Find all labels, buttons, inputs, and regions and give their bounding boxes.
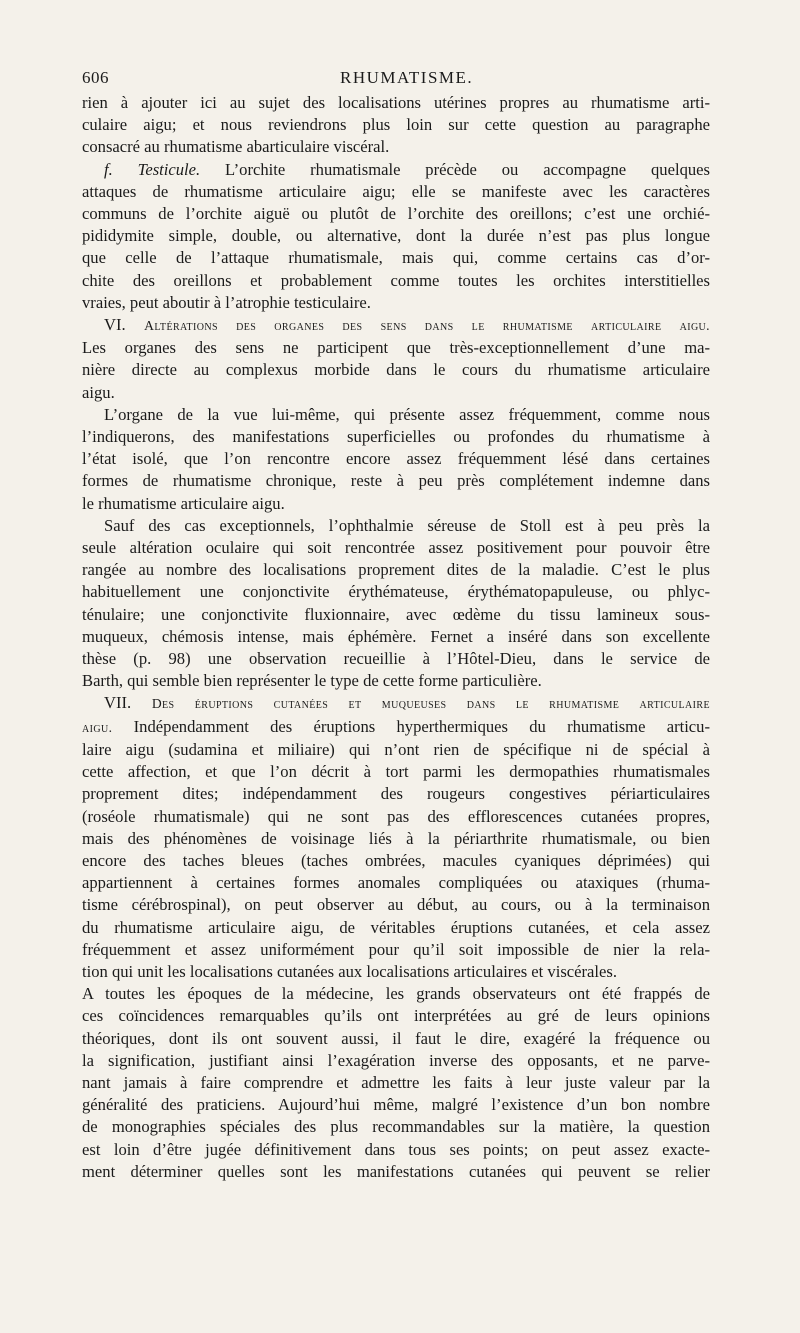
text-line: laire aigu (sudamina et miliaire) qui n’ont rien de spécifique ni de spécial à <box>82 739 710 759</box>
paragraph-ophthalmie <box>82 515 710 693</box>
text-line: fréquemment et assez uniformément pour qu’il soit impossible de nier la rela- <box>82 939 710 959</box>
text-line: ténulaire; une conjonctivite fluxionnaire, avec œdème du tissu lamineux sous- <box>82 604 710 624</box>
text-line: nière directe au complexus morbide dans le cours du rhumatisme articulaire <box>82 360 710 380</box>
text-line: Les organes des sens ne participent que très-exceptionnellement d’une ma- <box>82 338 710 358</box>
text-line: appartiennent à certaines formes anomales compliquées ou ataxiques (rhuma- <box>82 873 710 893</box>
paragraph-testicule <box>82 159 710 314</box>
text-line: mais des phénomènes de voisinage liés à la périarthrite rhumatismale, ou bien <box>82 828 710 848</box>
text-line: l’indiquerons, des manifestations superficielles ou profondes du rhumatisme à <box>82 427 710 447</box>
text-line: de monographies spéciales des plus recommandables sur la matière, la question <box>82 1117 710 1137</box>
running-head <box>82 62 710 92</box>
text-line: Barth, qui semble bien représenter le type de cette forme particulière. <box>82 671 542 691</box>
text-line: muqueux, chémosis intense, mais éphémère. Fernet a inséré dans son excellente <box>82 626 710 646</box>
text-line: seule altération oculaire qui soit rencontrée assez positivement pour pouvoir être <box>82 538 710 558</box>
text-line: encore des taches bleues (taches ombrées, macules cyaniques déprimées) qui <box>82 850 710 870</box>
section-heading-vi <box>82 314 710 337</box>
section-number: VI. <box>104 315 126 335</box>
text-line: pididymite simple, double, ou alternative, dont la durée n’est pas plus longue <box>82 226 710 246</box>
text-line: le rhumatisme articulaire aigu. <box>82 493 285 513</box>
text-line: généralité des praticiens. Aujourd’hui même, malgré l’existence d’un bon nombre <box>82 1095 710 1115</box>
text-line: consacré au rhumatisme abarticulaire viscéral. <box>82 137 390 157</box>
text-line: formes de rhumatisme chronique, reste à peu près complétement indemne dans <box>82 471 710 491</box>
text-line: tisme cérébrospinal), on peut observer au début, au cours, ou à la terminaison <box>82 895 710 915</box>
text-line: tion qui unit les localisations cutanées aux localisations articulaires et viscérales. <box>82 961 617 981</box>
text-line: (roséole rhumatismale) qui ne sont pas des efflorescences cutanées propres, <box>82 806 710 826</box>
text-line: rangée au nombre des localisations proprement dites de la maladie. C’est le plus <box>82 560 710 580</box>
section-vi <box>82 314 710 404</box>
text-line <box>82 716 710 739</box>
text-line: Sauf des cas exceptionnels, l’ophthalmie séreuse de Stoll est à peu près la <box>104 515 710 535</box>
book-page <box>82 62 710 1183</box>
text-line: A toutes les époques de la médecine, les grands observateurs ont été frappés de <box>82 984 710 1004</box>
text-line: la signification, justifiant ainsi l’exagération inverse des opposants, et ne parve- <box>82 1050 710 1070</box>
paragraph-continuation <box>82 92 710 159</box>
text-line: communs de l’orchite aiguë ou plutôt de l’orchite des oreillons; c’est une orchié- <box>82 204 710 224</box>
text-line: attaques de rhumatisme articulaire aigu; elle se manifeste avec les caractères <box>82 181 710 201</box>
text-line: L’organe de la vue lui-même, qui présente assez fréquemment, comme nous <box>104 404 710 424</box>
text-line: que celle de l’attaque rhumatismale, mais qui, comme certains cas d’or- <box>82 248 710 268</box>
subsection-heading-testicule: f. Testicule. <box>104 159 201 179</box>
text-line: proprement dites; indépendamment des rougeurs congestives périarticulaires <box>82 784 710 804</box>
text-line: l’état isolé, que l’on rencontre encore assez fréquemment lésé dans certaines <box>82 449 710 469</box>
text-fragment: Indépendamment des éruptions hyperthermiques du rhumatisme articu- <box>112 716 710 736</box>
text-line: thèse (p. 98) une observation recueillie à l’Hôtel-Dieu, dans le service de <box>82 649 710 669</box>
text-line: nant jamais à faire comprendre et admettre les faits à leur juste valeur par la <box>82 1072 710 1092</box>
text-line: cette affection, et que l’on décrit à tort parmi les dermopathies rhumatismales <box>82 762 710 782</box>
text-line: vraies, peut aboutir à l’atrophie testiculaire. <box>82 292 371 312</box>
section-title-end: aigu. <box>82 719 113 735</box>
text-line: culaire aigu; et nous reviendrons plus loin sur cette question au paragraphe <box>82 115 710 135</box>
text-line: ces coïncidences remarquables qu’ils ont interprétées au gré de leurs opinions <box>82 1006 710 1026</box>
section-title: Altérations des organes des sens dans le rhumatisme articulaire aigu. <box>144 318 710 334</box>
text-line <box>82 159 710 181</box>
text-line: habituellement une conjonctivite érythémateuse, érythématopapuleuse, ou phlyc- <box>82 582 710 602</box>
text-line: aigu. <box>82 382 115 402</box>
running-title: RHUMATISME. <box>340 68 474 87</box>
section-vii <box>82 692 710 983</box>
text-line: rien à ajouter ici au sujet des localisations utérines propres au rhumatisme arti- <box>82 93 710 112</box>
text-line: ment déterminer quelles sont les manifestations cutanées qui peuvent se relier <box>82 1161 710 1181</box>
section-heading-vii <box>82 692 710 715</box>
text-line: chite des oreillons et probablement comme toutes les orchites interstitielles <box>82 270 710 290</box>
section-title: Des éruptions cutanées et muqueuses dans le rhumatisme articulaire <box>151 696 710 712</box>
page-number: 606 <box>82 68 109 87</box>
text-fragment: L’orchite rhumatismale précède ou accompagne quelques <box>200 159 710 179</box>
text-line: est loin d’être jugée définitivement dans tous ses points; on peut assez exacte- <box>82 1139 710 1159</box>
text-line: théoriques, dont ils ont souvent aussi, il faut le dire, exagéré la fréquence ou <box>82 1028 710 1048</box>
paragraph-vue <box>82 404 710 515</box>
section-number: VII. <box>104 693 132 713</box>
paragraph-epoques <box>82 983 710 1183</box>
text-line: du rhumatisme articulaire aigu, de véritables éruptions cutanées, et cela assez <box>82 917 710 937</box>
